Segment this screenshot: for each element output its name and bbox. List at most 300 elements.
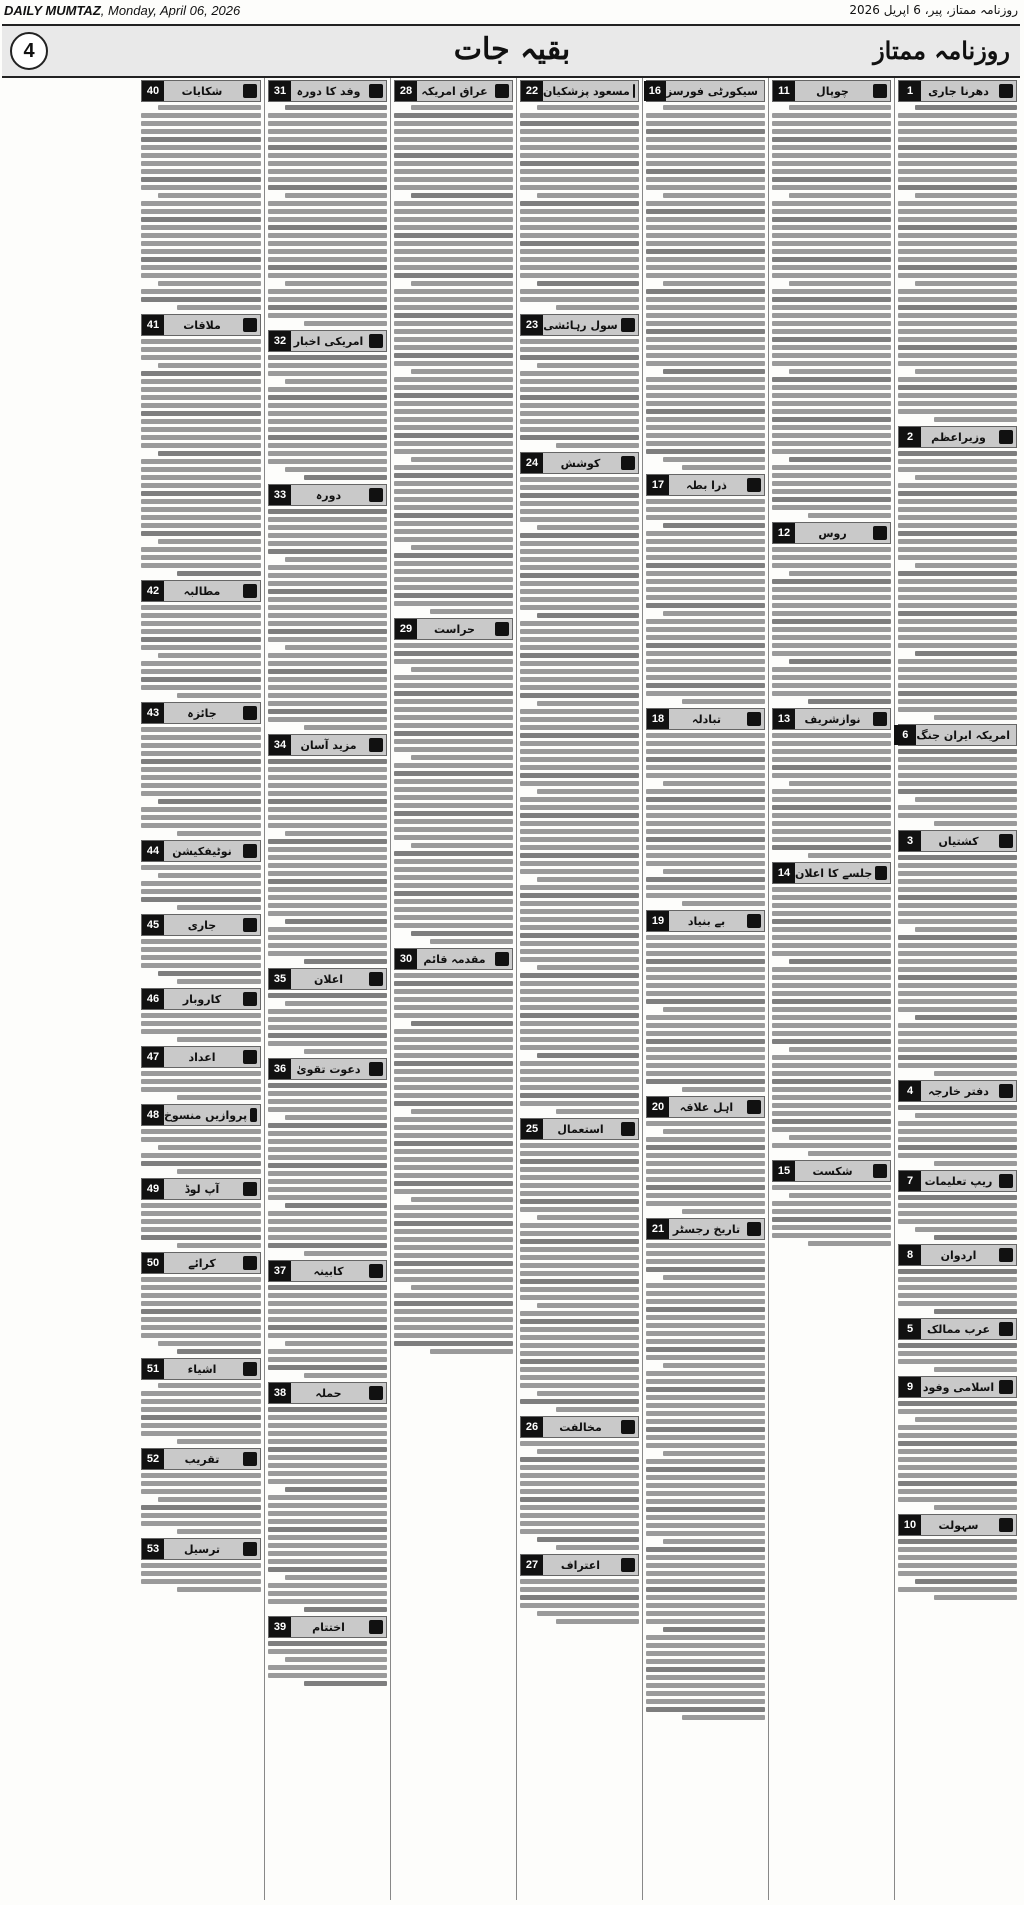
story-number: 53 bbox=[142, 1539, 164, 1559]
text-line bbox=[268, 419, 387, 424]
text-line bbox=[772, 177, 891, 182]
text-line bbox=[772, 691, 891, 696]
text-line bbox=[520, 693, 639, 698]
text-line bbox=[915, 797, 1017, 802]
story-44[interactable] bbox=[141, 840, 261, 910]
story-23[interactable] bbox=[520, 314, 639, 448]
story-14[interactable] bbox=[772, 862, 891, 1156]
text-line bbox=[646, 289, 765, 294]
text-line bbox=[646, 1079, 765, 1084]
text-line bbox=[520, 249, 639, 254]
text-line bbox=[646, 153, 765, 158]
text-line bbox=[772, 903, 891, 908]
text-line bbox=[646, 1291, 765, 1296]
text-line bbox=[520, 1335, 639, 1340]
story-30[interactable] bbox=[394, 948, 513, 1354]
story-number: 29 bbox=[395, 619, 417, 639]
text-line bbox=[898, 1203, 1017, 1208]
story-title: عراق امریکہ bbox=[421, 84, 488, 98]
story-title: کرائے bbox=[188, 1256, 216, 1270]
story-15[interactable] bbox=[772, 1160, 891, 1246]
text-line bbox=[520, 1521, 639, 1526]
story-title: روس bbox=[818, 526, 847, 540]
text-line bbox=[141, 963, 261, 968]
story-17[interactable] bbox=[646, 474, 765, 704]
story-53[interactable] bbox=[141, 1538, 261, 1592]
story-number: 39 bbox=[269, 1617, 291, 1637]
story-header bbox=[898, 1244, 1017, 1266]
text-line bbox=[772, 1127, 891, 1132]
story-number: 32 bbox=[269, 331, 291, 351]
text-line bbox=[646, 1427, 765, 1432]
text-line bbox=[520, 1311, 639, 1316]
continuation-marker-icon bbox=[243, 706, 257, 720]
story-40[interactable] bbox=[141, 80, 261, 310]
text-line bbox=[394, 441, 513, 446]
story-47[interactable] bbox=[141, 1046, 261, 1100]
story-body bbox=[141, 1071, 261, 1100]
text-line bbox=[520, 837, 639, 842]
text-line bbox=[646, 935, 765, 940]
text-line bbox=[394, 361, 513, 366]
text-line bbox=[772, 505, 891, 510]
story-title: اختتام bbox=[312, 1620, 345, 1634]
story-header bbox=[772, 862, 891, 884]
text-line bbox=[646, 201, 765, 206]
story-21[interactable] bbox=[646, 1218, 765, 1720]
story-26[interactable] bbox=[520, 1416, 639, 1550]
text-line bbox=[520, 981, 639, 986]
story-6[interactable] bbox=[898, 724, 1017, 826]
text-line bbox=[772, 651, 891, 656]
text-line bbox=[898, 1211, 1017, 1216]
text-line bbox=[268, 249, 387, 254]
text-line bbox=[898, 1007, 1017, 1012]
text-line bbox=[394, 209, 513, 214]
text-line bbox=[394, 385, 513, 390]
text-line bbox=[520, 1497, 639, 1502]
continuation-marker-icon bbox=[873, 1164, 887, 1178]
story-1[interactable] bbox=[898, 80, 1017, 422]
text-line bbox=[141, 347, 261, 352]
text-line bbox=[682, 1087, 765, 1092]
text-line bbox=[268, 161, 387, 166]
text-line bbox=[268, 677, 387, 682]
story-body bbox=[268, 1407, 387, 1612]
text-line bbox=[520, 1279, 639, 1284]
text-line bbox=[646, 1137, 765, 1142]
story-19[interactable] bbox=[646, 910, 765, 1092]
text-line bbox=[520, 297, 639, 302]
continuation-marker-icon bbox=[243, 1050, 257, 1064]
text-line bbox=[646, 1347, 765, 1352]
story-42[interactable] bbox=[141, 580, 261, 698]
text-line bbox=[646, 1339, 765, 1344]
text-line bbox=[772, 337, 891, 342]
text-line bbox=[177, 1587, 261, 1592]
continuation-marker-icon bbox=[243, 84, 257, 98]
story-9[interactable] bbox=[898, 1376, 1017, 1510]
text-line bbox=[898, 935, 1017, 940]
story-33[interactable] bbox=[268, 484, 387, 730]
text-line bbox=[304, 725, 387, 730]
story-number: 15 bbox=[773, 1161, 795, 1181]
text-line bbox=[646, 1611, 765, 1616]
text-line bbox=[304, 1607, 387, 1612]
masthead bbox=[2, 24, 1020, 78]
text-line bbox=[898, 635, 1017, 640]
text-line bbox=[268, 121, 387, 126]
text-line bbox=[268, 1163, 387, 1168]
text-line bbox=[141, 411, 261, 416]
story-24[interactable] bbox=[520, 452, 639, 1114]
text-line bbox=[772, 805, 891, 810]
story-header bbox=[646, 1218, 765, 1240]
text-line bbox=[772, 765, 891, 770]
text-line bbox=[141, 233, 261, 238]
text-line bbox=[394, 1189, 513, 1194]
story-body bbox=[141, 1473, 261, 1534]
text-line bbox=[898, 217, 1017, 222]
text-line bbox=[268, 1511, 387, 1516]
text-line bbox=[898, 571, 1017, 576]
text-line bbox=[141, 807, 261, 812]
text-line bbox=[520, 821, 639, 826]
text-line bbox=[394, 1029, 513, 1034]
story-38[interactable] bbox=[268, 1382, 387, 1612]
text-line bbox=[898, 1481, 1017, 1486]
text-line bbox=[394, 417, 513, 422]
text-line bbox=[520, 925, 639, 930]
text-line bbox=[898, 1195, 1017, 1200]
story-39[interactable] bbox=[268, 1616, 387, 1686]
story-34[interactable] bbox=[268, 734, 387, 964]
text-line bbox=[285, 1341, 387, 1346]
text-line bbox=[411, 105, 513, 110]
text-line bbox=[898, 507, 1017, 512]
text-line bbox=[898, 321, 1017, 326]
text-line bbox=[141, 889, 261, 894]
text-line bbox=[394, 923, 513, 928]
text-line bbox=[285, 467, 387, 472]
text-line bbox=[394, 827, 513, 832]
text-line bbox=[394, 795, 513, 800]
story-28[interactable] bbox=[394, 80, 513, 614]
story-title: کاروبار bbox=[182, 992, 222, 1006]
story-number: 44 bbox=[142, 841, 164, 861]
text-line bbox=[394, 699, 513, 704]
story-43[interactable] bbox=[141, 702, 261, 836]
continuation-marker-icon bbox=[369, 334, 383, 348]
text-line bbox=[520, 813, 639, 818]
text-line bbox=[141, 1431, 261, 1436]
story-4[interactable] bbox=[898, 1080, 1017, 1166]
text-line bbox=[268, 693, 387, 698]
text-line bbox=[394, 153, 513, 158]
story-5[interactable] bbox=[898, 1318, 1017, 1372]
text-line bbox=[682, 1209, 765, 1214]
text-line bbox=[898, 1137, 1017, 1142]
text-line bbox=[537, 701, 639, 706]
story-48[interactable] bbox=[141, 1104, 261, 1174]
story-45[interactable] bbox=[141, 914, 261, 984]
text-line bbox=[394, 169, 513, 174]
text-line bbox=[268, 629, 387, 634]
story-header bbox=[268, 330, 387, 352]
text-line bbox=[663, 1007, 765, 1012]
text-line bbox=[394, 715, 513, 720]
story-title: دعوت تقویٰ bbox=[296, 1062, 361, 1076]
story-7[interactable] bbox=[898, 1170, 1017, 1240]
story-49[interactable] bbox=[141, 1178, 261, 1248]
story-27[interactable] bbox=[520, 1554, 639, 1624]
story-body bbox=[394, 973, 513, 1354]
text-line bbox=[520, 909, 639, 914]
text-line bbox=[898, 805, 1017, 810]
text-line bbox=[520, 355, 639, 360]
continuation-marker-icon bbox=[747, 914, 761, 928]
story-12[interactable] bbox=[772, 522, 891, 704]
text-line bbox=[141, 1325, 261, 1330]
text-line bbox=[268, 1009, 387, 1014]
text-line bbox=[268, 1665, 387, 1670]
text-line bbox=[520, 597, 639, 602]
text-line bbox=[646, 1571, 765, 1576]
story-body bbox=[772, 887, 891, 1156]
text-line bbox=[268, 993, 387, 998]
story-title: اہل علاقہ bbox=[679, 1100, 734, 1114]
text-line bbox=[520, 1255, 639, 1260]
text-line bbox=[394, 787, 513, 792]
story-25[interactable] bbox=[520, 1118, 639, 1412]
text-line bbox=[898, 257, 1017, 262]
story-body bbox=[898, 855, 1017, 1076]
text-line bbox=[663, 611, 765, 616]
text-line bbox=[268, 1455, 387, 1460]
text-line bbox=[141, 161, 261, 166]
text-line bbox=[141, 555, 261, 560]
story-11[interactable] bbox=[772, 80, 891, 518]
text-line bbox=[520, 653, 639, 658]
text-line bbox=[898, 887, 1017, 892]
text-line bbox=[682, 465, 765, 470]
text-line bbox=[898, 683, 1017, 688]
text-line bbox=[646, 1307, 765, 1312]
continuation-marker-icon bbox=[621, 318, 635, 332]
text-line bbox=[394, 819, 513, 824]
text-line bbox=[772, 169, 891, 174]
text-line bbox=[520, 1587, 639, 1592]
story-31[interactable] bbox=[268, 80, 387, 326]
text-line bbox=[141, 1415, 261, 1420]
story-51[interactable] bbox=[141, 1358, 261, 1444]
text-line bbox=[520, 1045, 639, 1050]
text-line bbox=[411, 843, 513, 848]
story-36[interactable] bbox=[268, 1058, 387, 1256]
text-line bbox=[141, 897, 261, 902]
text-line bbox=[772, 209, 891, 214]
text-line bbox=[646, 651, 765, 656]
text-line bbox=[268, 459, 387, 464]
text-line bbox=[268, 145, 387, 150]
story-title: ملاقات bbox=[183, 318, 221, 332]
story-title: جلسے کا اعلان bbox=[795, 866, 873, 880]
text-line bbox=[520, 419, 639, 424]
text-line bbox=[663, 781, 765, 786]
text-line bbox=[268, 895, 387, 900]
story-29[interactable] bbox=[394, 618, 513, 944]
story-title: وفد کا دورہ bbox=[296, 84, 361, 98]
story-body bbox=[646, 105, 765, 470]
text-line bbox=[898, 1031, 1017, 1036]
text-line bbox=[268, 1155, 387, 1160]
story-13[interactable] bbox=[772, 708, 891, 858]
story-number: 10 bbox=[899, 1515, 921, 1535]
story-16[interactable] bbox=[646, 80, 765, 470]
story-22[interactable] bbox=[520, 80, 639, 310]
text-line bbox=[141, 735, 261, 740]
text-line bbox=[394, 185, 513, 190]
text-line bbox=[898, 643, 1017, 648]
continuation-marker-icon bbox=[999, 1084, 1013, 1098]
text-line bbox=[772, 773, 891, 778]
text-line bbox=[646, 555, 765, 560]
text-line bbox=[141, 1521, 261, 1526]
story-body bbox=[141, 339, 261, 576]
text-line bbox=[394, 217, 513, 222]
story-header bbox=[898, 1080, 1017, 1102]
story-number: 31 bbox=[269, 81, 291, 101]
story-number: 11 bbox=[773, 81, 795, 101]
text-line bbox=[394, 1061, 513, 1066]
story-52[interactable] bbox=[141, 1448, 261, 1534]
text-line bbox=[141, 1399, 261, 1404]
story-18[interactable] bbox=[646, 708, 765, 906]
text-line bbox=[268, 1317, 387, 1322]
text-line bbox=[394, 739, 513, 744]
text-line bbox=[663, 105, 765, 110]
text-line bbox=[268, 717, 387, 722]
text-line bbox=[141, 759, 261, 764]
text-line bbox=[772, 313, 891, 318]
text-line bbox=[898, 757, 1017, 762]
text-line bbox=[898, 1425, 1017, 1430]
text-line bbox=[394, 337, 513, 342]
text-line bbox=[663, 1129, 765, 1134]
text-line bbox=[537, 1053, 639, 1058]
text-line bbox=[646, 749, 765, 754]
text-line bbox=[915, 651, 1017, 656]
story-body bbox=[646, 499, 765, 704]
story-35[interactable] bbox=[268, 968, 387, 1054]
story-10[interactable] bbox=[898, 1514, 1017, 1600]
text-line bbox=[141, 629, 261, 634]
text-line bbox=[646, 129, 765, 134]
text-line bbox=[915, 1417, 1017, 1422]
text-line bbox=[898, 393, 1017, 398]
text-line bbox=[646, 893, 765, 898]
text-line bbox=[141, 483, 261, 488]
story-title: مسعود پزشکیان bbox=[543, 84, 630, 98]
text-line bbox=[394, 1101, 513, 1106]
story-37[interactable] bbox=[268, 1260, 387, 1378]
text-line bbox=[411, 667, 513, 672]
text-line bbox=[772, 895, 891, 900]
story-3[interactable] bbox=[898, 830, 1017, 1076]
text-line bbox=[520, 1343, 639, 1348]
text-line bbox=[141, 1293, 261, 1298]
text-line bbox=[898, 1409, 1017, 1414]
text-line bbox=[268, 1559, 387, 1564]
text-line bbox=[394, 201, 513, 206]
text-line bbox=[520, 1375, 639, 1380]
text-line bbox=[520, 1199, 639, 1204]
text-line bbox=[177, 1037, 261, 1042]
text-line bbox=[898, 555, 1017, 560]
story-title: دورہ bbox=[315, 488, 342, 502]
story-title: دھرنا جاری bbox=[928, 84, 989, 98]
text-line bbox=[772, 233, 891, 238]
text-line bbox=[537, 877, 639, 882]
text-line bbox=[141, 129, 261, 134]
text-line bbox=[304, 1049, 387, 1054]
text-line bbox=[772, 749, 891, 754]
text-line bbox=[141, 783, 261, 788]
story-20[interactable] bbox=[646, 1096, 765, 1214]
story-header bbox=[141, 1104, 261, 1126]
story-number: 45 bbox=[142, 915, 164, 935]
text-line bbox=[772, 113, 891, 118]
text-line bbox=[646, 1563, 765, 1568]
text-line bbox=[394, 907, 513, 912]
text-line bbox=[898, 177, 1017, 182]
text-line bbox=[898, 603, 1017, 608]
text-line bbox=[646, 321, 765, 326]
text-line bbox=[430, 939, 513, 944]
text-line bbox=[772, 741, 891, 746]
story-41[interactable] bbox=[141, 314, 261, 576]
text-line bbox=[898, 345, 1017, 350]
text-line bbox=[663, 1539, 765, 1544]
story-32[interactable] bbox=[268, 330, 387, 480]
text-line bbox=[520, 901, 639, 906]
story-title: حملہ bbox=[315, 1386, 342, 1400]
text-line bbox=[141, 1137, 261, 1142]
text-line bbox=[537, 1215, 639, 1220]
story-46[interactable] bbox=[141, 988, 261, 1042]
text-line bbox=[915, 927, 1017, 932]
story-8[interactable] bbox=[898, 1244, 1017, 1314]
story-title: مخالفت bbox=[559, 1420, 602, 1434]
text-line bbox=[898, 297, 1017, 302]
text-line bbox=[772, 241, 891, 246]
text-line bbox=[646, 313, 765, 318]
text-line bbox=[646, 635, 765, 640]
text-line bbox=[268, 1503, 387, 1508]
story-title: دفتر خارجہ bbox=[928, 1084, 989, 1098]
story-header bbox=[898, 80, 1017, 102]
story-50[interactable] bbox=[141, 1252, 261, 1354]
text-line bbox=[646, 433, 765, 438]
text-line bbox=[141, 371, 261, 376]
text-line bbox=[520, 1175, 639, 1180]
text-line bbox=[394, 265, 513, 270]
text-line bbox=[394, 997, 513, 1002]
story-header bbox=[520, 1416, 639, 1438]
continuation-marker-icon bbox=[873, 712, 887, 726]
story-body bbox=[772, 1185, 891, 1246]
story-2[interactable] bbox=[898, 426, 1017, 720]
